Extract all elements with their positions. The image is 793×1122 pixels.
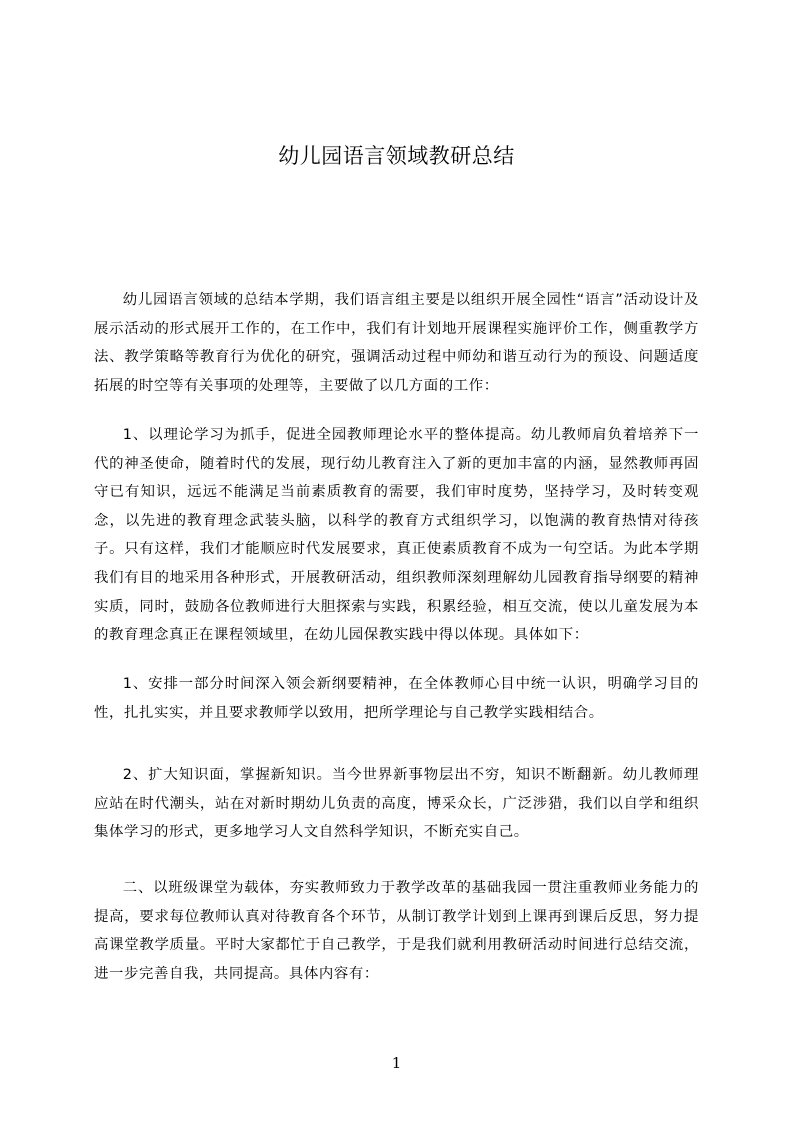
paragraph-new-outline: 1、安排一部分时间深入领会新纲要精神，在全体教师心目中统一认识，明确学习目的性，扎扎实实，并且要求教师学以致用，把所学理论与自己教学实践相结合。 <box>94 676 699 721</box>
paragraph-classroom-carrier: 二、以班级课堂为载体，夯实教师致力于教学改革的基础我园一贯注重教师业务能力的提高，要求每位教师认真对待教育各个环节，从制订教学计划到上课再到课后反思，努力提高课堂教学质量。平时大家都忙于自己教学，于是我们就利用教研活动时间进行总结交流，进一步完善自我，共同提高。具体内容有： <box>94 880 699 982</box>
document-title: 幼儿园语言领域教研总结 <box>278 144 515 168</box>
paragraph-theory-study: 1、以理论学习为抓手，促进全园教师理论水平的整体提高。幼儿教师肩负着培养下一代的神圣使命，随着时代的发展，现行幼儿教育注入了新的更加丰富的内涵，显然教师再固守已有知识，远远不能满足当前素质教育的需要，我们审时度势，坚持学习，及时转变观念，以先进的教育理念武装头脑，以科学的教育方式组织学习，以饱满的教育热情对待孩子。只有这样，我们才能顺应时代发展要求，真正使素质教育不成为一句空话。为此本学期我们有目的地采用各种形式，开展教研活动，组织教师深刻理解幼儿园教育指导纲要的精神实质，同时，鼓励各位教师进行大胆探索与实践，积累经验，相互交流，使以儿童发展为本的教育理念真正在课程领域里，在幼儿园保教实践中得以体现。具体如下： <box>94 427 699 644</box>
paragraph-expand-knowledge: 2、扩大知识面，掌握新知识。当今世界新事物层出不穷，知识不断翻新。幼儿教师理应站在时代潮头，站在对新时期幼儿负责的高度，博采众长，广泛涉猎，我们以自学和组织集体学习的形式，更多地学习人文自然科学知识，不断充实自己。 <box>94 767 699 841</box>
page-number: 1 <box>391 1054 402 1072</box>
paragraph-intro: 幼儿园语言领域的总结本学期，我们语言组主要是以组织开展全园性“语言”活动设计及展示活动的形式展开工作的，在工作中，我们有计划地开展课程实施评价工作，侧重教学方法、教学策略等教育行为优化的研究，强调活动过程中师幼和谐互动行为的预设、问题适度拓展的时空等有关事项的处理等，主要做了以几方面的工作： <box>94 292 699 394</box>
